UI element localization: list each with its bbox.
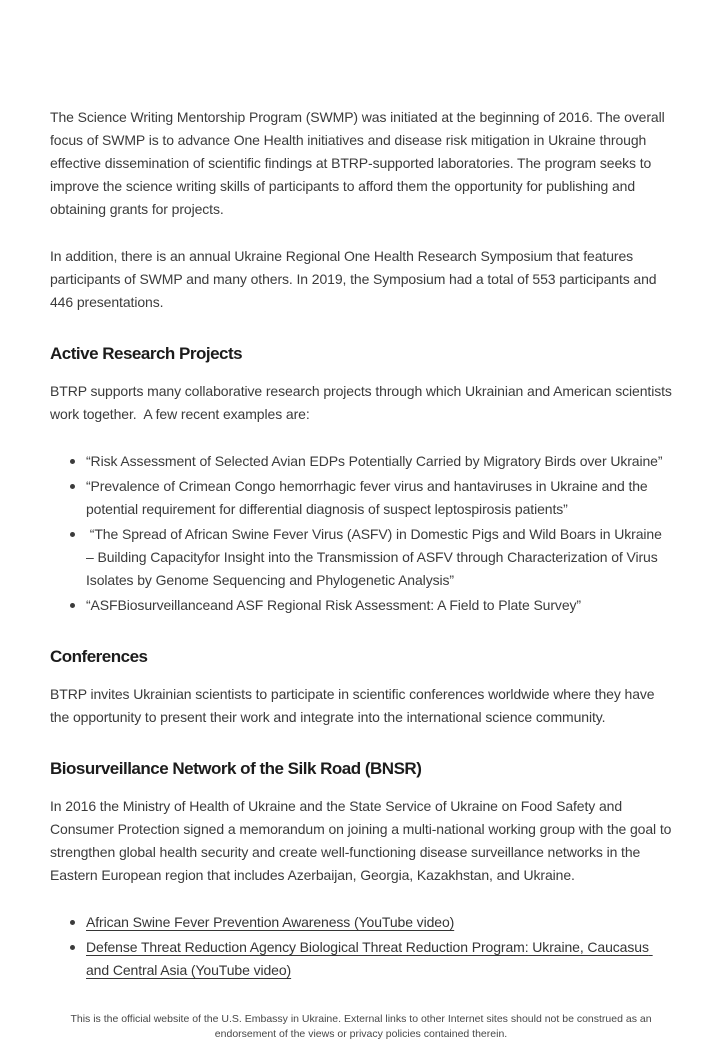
research-project-item: “The Spread of African Swine Fever Virus (ASFV) in Domestic Pigs and Wild Boars in Ukraine – Building Capacityfor Insight into the Transmission of ASFV through Characterization of Virus Isolates by Genome Sequencing and Phylogenetic Analysis” xyxy=(86,523,672,592)
section-heading-conferences: Conferences xyxy=(50,647,148,666)
video-links-list xyxy=(50,911,672,982)
list-item xyxy=(86,936,672,982)
conferences-paragraph: BTRP invites Ukrainian scientists to participate in scientific conferences worldwide where they have the opportunity to present their work and integrate into the international science community. xyxy=(50,686,659,725)
list-item xyxy=(86,911,672,934)
research-project-item: “Risk Assessment of Selected Avian EDPs Potentially Carried by Migratory Birds over Ukraine” xyxy=(86,450,672,473)
footer xyxy=(0,1012,722,1042)
intro-paragraph-1: The Science Writing Mentorship Program (SWMP) was initiated at the beginning of 2016. The overall focus of SWMP is to advance One Health initiatives and disease risk mitigation in Ukraine through effective dissemination of scientific findings at BTRP-supported laboratories. The program seeks to improve the science writing skills of participants to afford them the opportunity for publishing and obtaining grants for projects. xyxy=(50,109,669,217)
section-heading-active-research-projects: Active Research Projects xyxy=(50,344,243,363)
research-project-item: “Prevalence of Crimean Congo hemorrhagic fever virus and hantaviruses in Ukraine and the potential requirement for differential diagnosis of suspect leptospirosis patients” xyxy=(86,475,672,521)
link-dtra-program-video[interactable]: Defense Threat Reduction Agency Biological Threat Reduction Program: Ukraine, Caucasus and Central Asia (YouTube video) xyxy=(86,939,653,978)
link-asf-prevention-video[interactable]: African Swine Fever Prevention Awareness (YouTube video) xyxy=(86,914,455,930)
section-heading-bnsr: Biosurveillance Network of the Silk Road (BNSR) xyxy=(50,759,422,778)
footer-disclaimer: This is the official website of the U.S. Embassy in Ukraine. External links to other Internet sites should not be construed as an endorsement of the views or privacy policies contained therein. xyxy=(70,1013,652,1040)
research-project-item: “ASFBiosurveillanceand ASF Regional Risk Assessment: A Field to Plate Survey” xyxy=(86,594,672,617)
research-intro-paragraph: BTRP supports many collaborative research projects through which Ukrainian and American scientists work together. A few recent examples are: xyxy=(50,383,676,422)
bnsr-paragraph: In 2016 the Ministry of Health of Ukraine and the State Service of Ukraine on Food Safety and Consumer Protection signed a memorandum on joining a multi-national working group with the goal to strengthen global health security and create well-functioning disease surveillance networks in the Eastern European region that includes Azerbaijan, Georgia, Kazakhstan, and Ukraine. xyxy=(50,798,676,883)
research-projects-list xyxy=(50,450,672,617)
intro-paragraph-2: In addition, there is an annual Ukraine Regional One Health Research Symposium that features participants of SWMP and many others. In 2019, the Symposium had a total of 553 participants and 446 presentations. xyxy=(50,248,661,310)
article-content xyxy=(50,0,676,982)
